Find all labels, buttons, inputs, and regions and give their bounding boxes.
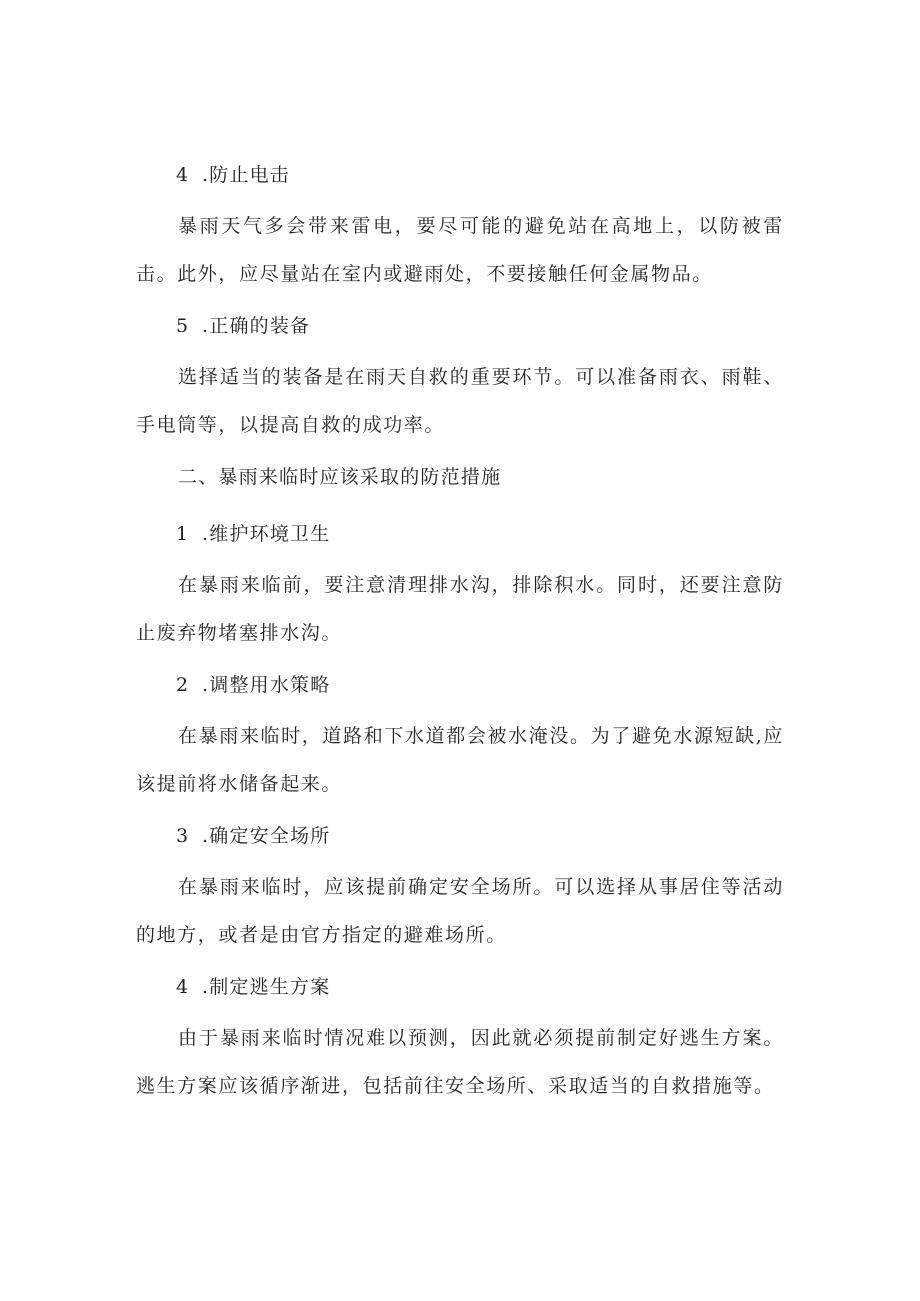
chapter-title: 二、暴雨来临时应该采取的防范措施 (178, 466, 502, 488)
section-number: 5 (176, 315, 190, 337)
section-heading-4-electric (176, 163, 290, 187)
section-number: 4 (176, 164, 190, 186)
measure-title: .维护环境卫生 (202, 523, 331, 545)
measure-body-2: 在暴雨来临时，道路和下水道都会被水淹没。为了避免水源短缺,应该提前将水储备起来。 (136, 725, 784, 795)
measure-heading-2 (176, 673, 330, 697)
measure-title: .调整用水策略 (202, 674, 331, 696)
measure-number: 2 (176, 674, 190, 696)
section-title: .防止电击 (202, 164, 291, 186)
measure-heading-3 (176, 824, 330, 848)
measure-heading-1 (176, 522, 330, 546)
measure-number: 3 (176, 825, 190, 847)
measure-body-1: 在暴雨来临前，要注意清理排水沟，排除积水。同时，还要注意防止废弃物堵塞排水沟。 (136, 574, 784, 644)
measure-title: .确定安全场所 (202, 825, 331, 847)
measure-number: 1 (176, 523, 190, 545)
section-heading-5-equipment (176, 314, 310, 338)
measure-number: 4 (176, 976, 190, 998)
measure-body-4: 由于暴雨来临时情况难以预测，因此就必须提前制定好逃生方案。逃生方案应该循序渐进，包括前往安全场所、采取适当的自救措施等。 (136, 1027, 784, 1097)
measure-heading-4 (176, 975, 330, 999)
section-body-4-electric: 暴雨天气多会带来雷电，要尽可能的避免站在高地上，以防被雷击。此外，应尽量站在室内或避雨处，不要接触任何金属物品。 (136, 215, 784, 285)
section-body-5-equipment: 选择适当的装备是在雨天自救的重要环节。可以准备雨衣、雨鞋、手电筒等，以提高自救的成功率。 (136, 366, 784, 436)
measure-body-3: 在暴雨来临时，应该提前确定安全场所。可以选择从事居住等活动的地方，或者是由官方指定的避难场所。 (136, 876, 784, 946)
section-title: .正确的装备 (202, 315, 311, 337)
measure-title: .制定逃生方案 (202, 976, 331, 998)
